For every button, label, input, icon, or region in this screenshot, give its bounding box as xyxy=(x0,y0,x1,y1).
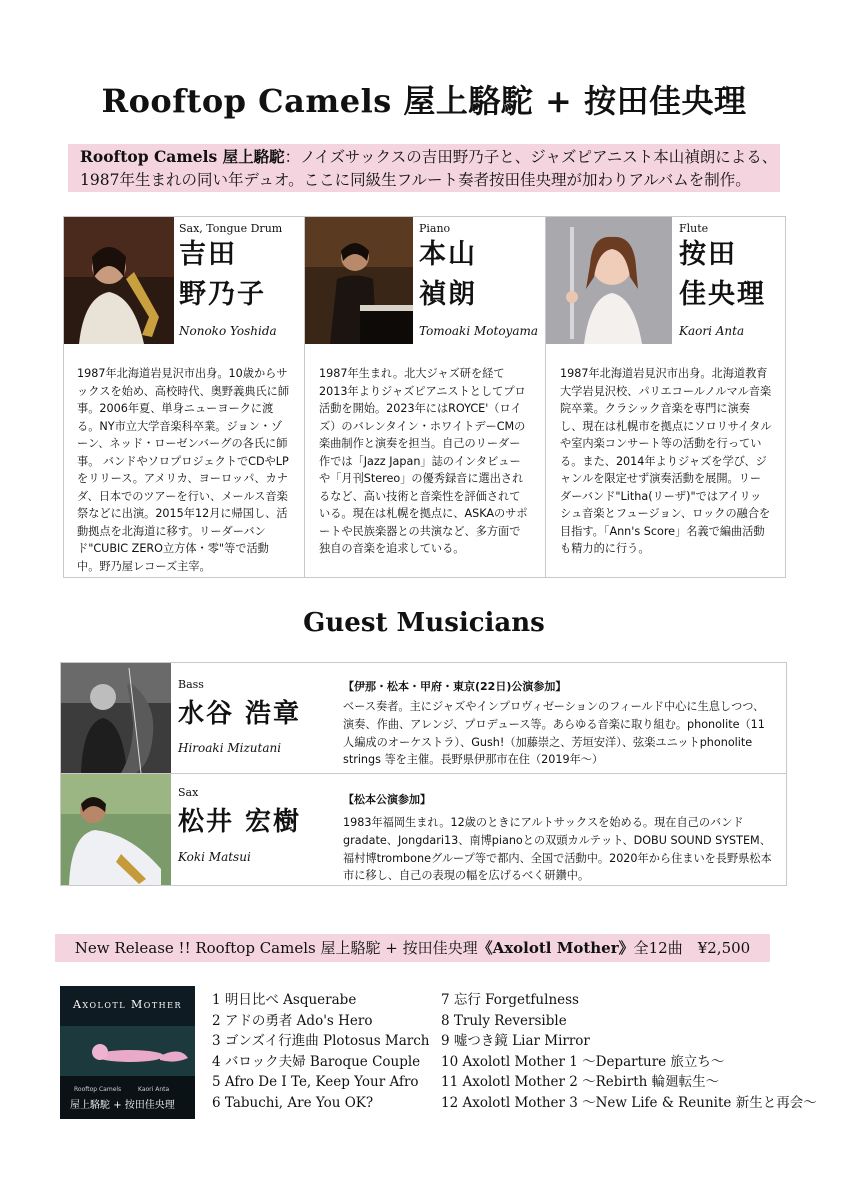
member-roman-name: Kaori Anta xyxy=(679,324,745,338)
track-item: 9 嘘つき鏡 Liar Mirror xyxy=(441,1033,590,1049)
album-cover-title: Axolotl Mother xyxy=(72,998,183,1011)
member-name-line2: 野乃子 xyxy=(179,279,266,310)
member-bio: 1987年北海道岩見沢市出身。北海道教育大学岩見沢校、パリエコールノルマル音楽院卒業。クラシック音楽を専門に演奏し、現在は札幌市を拠点にソロリサイタルや室内楽コンサート等の活動を行っている。また、2014年よりジャズを学び、ジャンルを限定せず演奏活動を展開。リーダーバンド"Litha(リーザ)"ではアイリッシュ音楽とフュージョン、ロックの融合を目指す。「Ann's Score」名義で編曲活動も精力的に行う。 xyxy=(560,367,772,555)
member-name-line1: 按田 xyxy=(679,239,737,270)
member-roman-name: Nonoko Yoshida xyxy=(179,324,277,338)
tracklist-left xyxy=(212,990,430,1113)
guest-note: 【伊那・松本・甲府・東京(22日)公演参加】 xyxy=(343,680,567,693)
guest-photo-matsui xyxy=(61,774,171,885)
track-item: 1 明日比べ Asquerabe xyxy=(212,992,357,1008)
guest-name: 松井 宏樹 xyxy=(178,807,302,837)
track-item: 8 Truly Reversible xyxy=(441,1012,567,1029)
release-prefix: New Release !! Rooftop Camels 屋上駱駝 + 按田佳央理 xyxy=(74,939,478,957)
track-item: 2 アドの勇者 Ado's Hero xyxy=(212,1012,373,1029)
guest-role: Sax xyxy=(178,786,199,799)
intro-line2: 1987年生まれの同い年デュオ。ここに同級生フルート奏者按田佳央理が加わりアルバムを制作。 xyxy=(80,171,751,189)
track-item: 7 忘行 Forgetfulness xyxy=(441,992,579,1008)
member-name-line2: 佳央理 xyxy=(679,279,766,310)
track-item: 6 Tabuchi, Are You OK? xyxy=(212,1094,374,1111)
track-item: 11 Axolotl Mother 2 〜Rebirth 輪廻転生〜 xyxy=(441,1074,720,1090)
track-item: 3 ゴンズイ行進曲 Plotosus March xyxy=(212,1033,430,1049)
guest-bio: ベース奏者。主にジャズやインプロヴィゼーションのフィールド中心に生息しつつ、演奏、作曲、アレンジ、プロデュース等。あらゆる音楽に取り組む。phonolite（11人編成のオーケストラ）、Gush!（加藤崇之、芳垣安洋）、弦楽ユニットphonolite strings 等を主催。長野県伊那市在住（2019年〜） xyxy=(343,700,765,767)
track-item: 5 Afro De I Te, Keep Your Afro xyxy=(212,1074,419,1090)
intro-line1: ：ノイズサックスの吉田野乃子と、ジャズピアニスト本山禎朗による、 xyxy=(284,148,778,166)
guest-photo-mizutani xyxy=(61,663,171,773)
member-role: Sax, Tongue Drum xyxy=(179,222,283,235)
guest-roman-name: Hiroaki Mizutani xyxy=(178,741,282,755)
member-photo-yoshida xyxy=(64,217,174,344)
release-album: 《Axolotl Mother》 xyxy=(477,939,634,957)
guest-heading: Guest Musicians xyxy=(303,608,545,638)
member-photo-anta xyxy=(546,217,672,344)
member-bio: 1987年北海道岩見沢市出身。10歳からサックスを始め、高校時代、奥野義典氏に師事。2006年夏、単身ニューヨークに渡る。NY市立大学音楽科卒業。ジョン・ゾーン、ネッド・ローゼンバーグの各氏に師事。 バンドやソロプロジェクトでCDやLPをリリース。アメリカ、ヨーロッパ、カナダ、日本でのツアーを行い、メールス音楽祭などに出演。2015年12月に帰国し、活動拠点を北海道に移す。リーダーバンド"CUBIC ZERO立方体・零"等で活動中。野乃屋レコーズ主宰。 xyxy=(77,367,290,573)
member-role: Piano xyxy=(419,222,451,235)
intro-band-name: Rooftop Camels 屋上駱駝 xyxy=(80,147,285,166)
guest-bio: 1983年福岡生まれ。12歳のときにアルトサックスを始める。現在自己のバンドgradate、Jongdari13、南博pianoとの双頭カルテット、DOBU SOUND SYSTEM、福村博tromboneグループ等で都内、全国で活動中。2020年から住まいを長野県松本市に移し、自己の表現の幅を広げるべく研鑽中。 xyxy=(343,816,772,883)
member-name-line1: 吉田 xyxy=(179,239,237,270)
track-item: 4 バロック夫婦 Baroque Couple xyxy=(212,1053,421,1070)
member-roman-name: Tomoaki Motoyama xyxy=(419,324,539,338)
member-role: Flute xyxy=(679,222,709,235)
guest-name: 水谷 浩章 xyxy=(178,699,302,729)
album-cover-artists xyxy=(70,1096,175,1111)
guest-note: 【松本公演参加】 xyxy=(343,793,431,806)
guest-roman-name: Koki Matsui xyxy=(178,850,251,864)
album-cover-artist1-small: Rooftop Camels xyxy=(74,1086,122,1093)
page-title: Rooftop Camels 屋上駱駝 + 按田佳央理 xyxy=(101,82,747,120)
album-cover-artist1: 屋上駱駝 xyxy=(70,1100,110,1111)
album-cover-artist2-small: Kaori Anta xyxy=(138,1086,170,1093)
album-cover-plus: + xyxy=(113,1100,122,1111)
album-cover xyxy=(60,986,195,1119)
member-name-line2: 禎朗 xyxy=(419,279,477,310)
tracklist-right xyxy=(441,990,817,1113)
member-name-line1: 本山 xyxy=(419,239,477,270)
member-photo-motoyama xyxy=(305,217,413,344)
release-suffix: 全12曲 ¥2,500 xyxy=(633,939,751,957)
album-cover-artist2: 按田佳央理 xyxy=(124,1100,175,1111)
release-banner xyxy=(55,934,770,962)
intro-banner xyxy=(68,144,780,192)
member-name xyxy=(179,235,266,315)
track-item: 12 Axolotl Mother 3 〜New Life & Reunite 新生と再会〜 xyxy=(441,1094,817,1111)
member-bio: 1987年生まれ。北大ジャズ研を経て2013年よりジャズピアニストとしてプロ活動を開始。2023年にはROYCE'（ロイズ）のバレンタイン・ホワイトデーCMの楽曲制作と演奏を担当。自己のリーダー作では「Jazz Japan」誌のインタビューや「月刊Stereo」の優秀録音に選出されるなど、高い技術と音楽性を評価されている。現在は札幌を拠点に、ASKAのサポートや民族楽器との共演など、多方面で独自の音楽を追求している。 xyxy=(319,367,528,555)
member-name xyxy=(419,235,477,315)
track-item: 10 Axolotl Mother 1 〜Departure 旅立ち〜 xyxy=(441,1053,725,1070)
guest-role: Bass xyxy=(178,678,204,691)
member-name xyxy=(679,235,766,315)
